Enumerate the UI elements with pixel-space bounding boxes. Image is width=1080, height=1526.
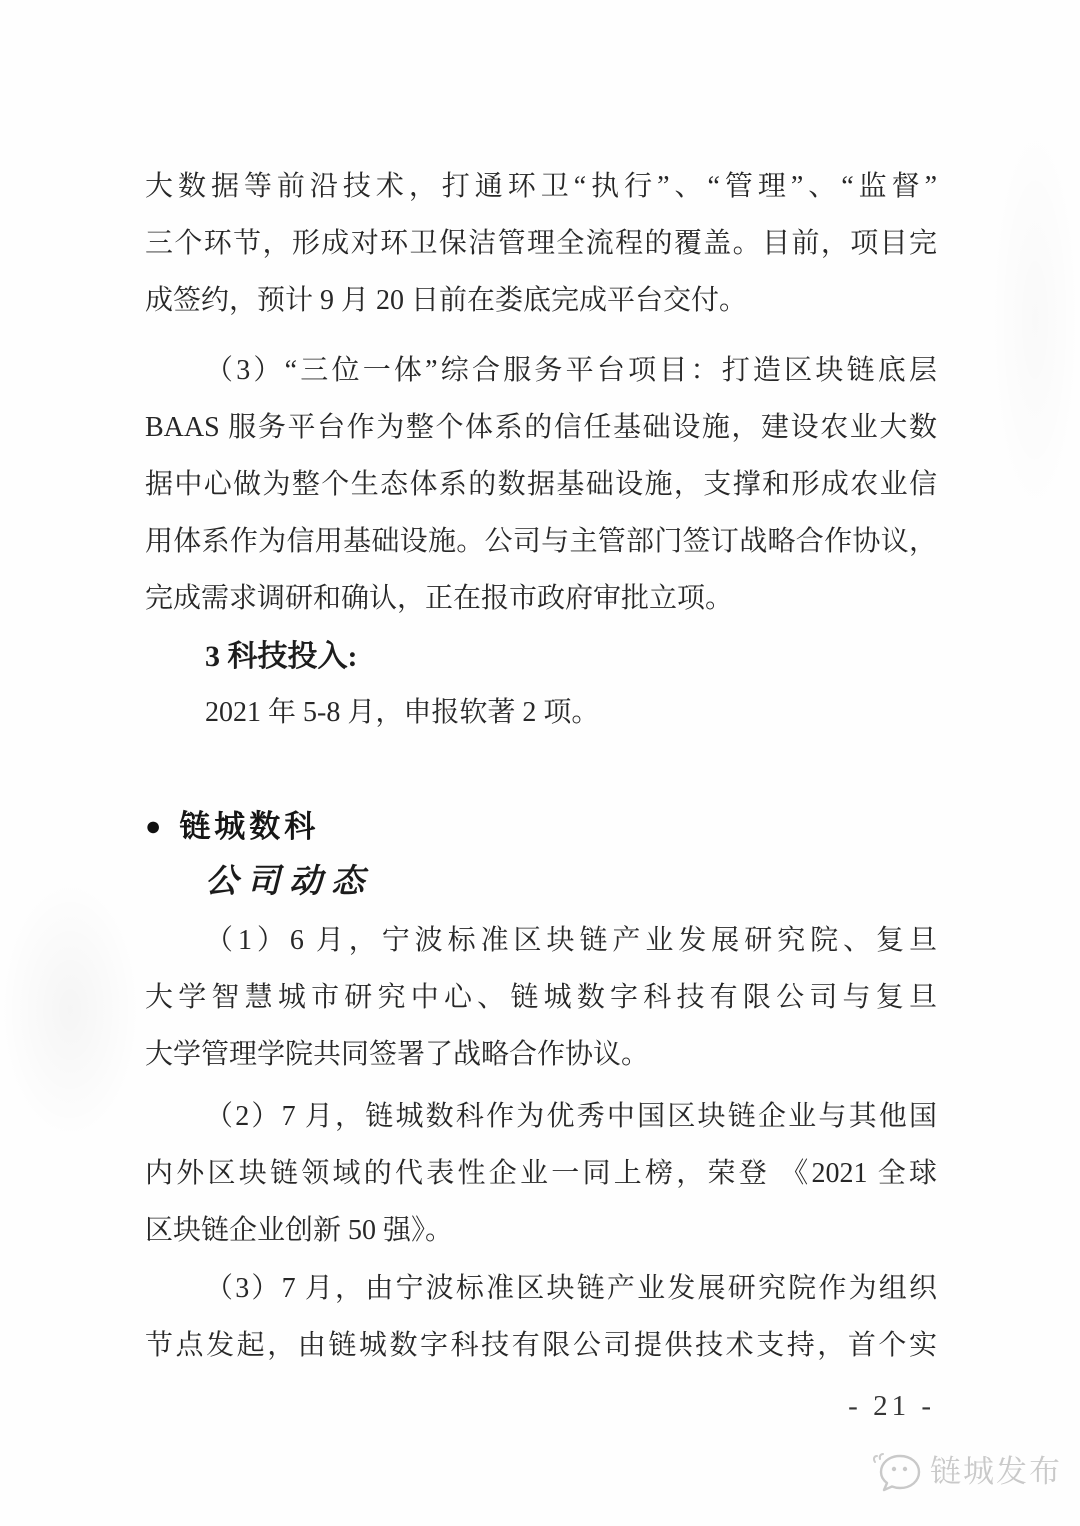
paragraph-line: （1）6 月，宁波标准区块链产业发展研究院、复旦 <box>205 925 937 956</box>
tech-investment-heading-block <box>145 628 937 685</box>
paragraph-line: 大数据等前沿技术，打通环卫“执行”、“管理”、“监督” <box>145 171 937 202</box>
company-section-header <box>145 798 937 855</box>
paragraph-june-agreement <box>145 912 937 1083</box>
paragraph-line: BAAS 服务平台作为整个体系的信任基础设施，建设农业大数 <box>145 412 937 443</box>
paragraph-line: 完成需求调研和确认，正在报市政府审批立项。 <box>145 583 734 614</box>
paragraph-line: （3）7 月，由宁波标准区块链产业发展研究院作为组织 <box>205 1273 937 1304</box>
paragraph-smart-sanitation <box>145 158 937 329</box>
paragraph-line: 大学智慧城市研究中心、链城数字科技有限公司与复旦 <box>145 982 937 1013</box>
paragraph-line: 内外区块链领域的代表性企业一同上榜，荣登 《2021 全球 <box>145 1158 937 1189</box>
paragraph-line: 用体系作为信用基础设施。公司与主管部门签订战略合作协议， <box>145 526 937 557</box>
bullet-icon: ● <box>145 811 162 841</box>
publisher-watermark <box>870 1448 1062 1496</box>
paragraph-july-top50 <box>145 1088 937 1259</box>
company-section-title: 链城数科 <box>179 809 320 844</box>
paragraph-line: 区块链企业创新 50 强》。 <box>145 1215 454 1246</box>
tech-investment-heading: 3 科技投入: <box>205 640 358 673</box>
paragraph-trinity-platform <box>145 342 937 627</box>
wechat-bubble-icon <box>870 1448 922 1496</box>
paragraph-line: 节点发起，由链城数字科技有限公司提供技术支持，首个实 <box>145 1330 937 1361</box>
watermark-label: 链城发布 <box>930 1454 1062 1489</box>
page-number: - 21 - <box>848 1390 935 1422</box>
paragraph-line: 大学管理学院共同签署了战略合作协议。 <box>145 1039 650 1070</box>
paragraph-line: 2021 年 5-8 月，申报软著 2 项。 <box>205 697 600 728</box>
paragraph-july-node <box>145 1260 937 1374</box>
paragraph-software-copyright <box>145 684 937 741</box>
company-dynamics-heading: 公司动态 <box>205 864 373 900</box>
company-dynamics-heading-block <box>145 854 937 911</box>
paragraph-line: 成签约，预计 9 月 20 日前在娄底完成平台交付。 <box>145 285 748 316</box>
paragraph-line: （2）7 月，链城数科作为优秀中国区块链企业与其他国 <box>205 1101 937 1132</box>
paragraph-line: （3）“三位一体”综合服务平台项目：打造区块链底层 <box>205 355 937 386</box>
paragraph-line: 三个环节，形成对环卫保洁管理全流程的覆盖。目前，项目完 <box>145 228 937 259</box>
paragraph-line: 据中心做为整个生态体系的数据基础设施，支撑和形成农业信 <box>145 469 937 500</box>
